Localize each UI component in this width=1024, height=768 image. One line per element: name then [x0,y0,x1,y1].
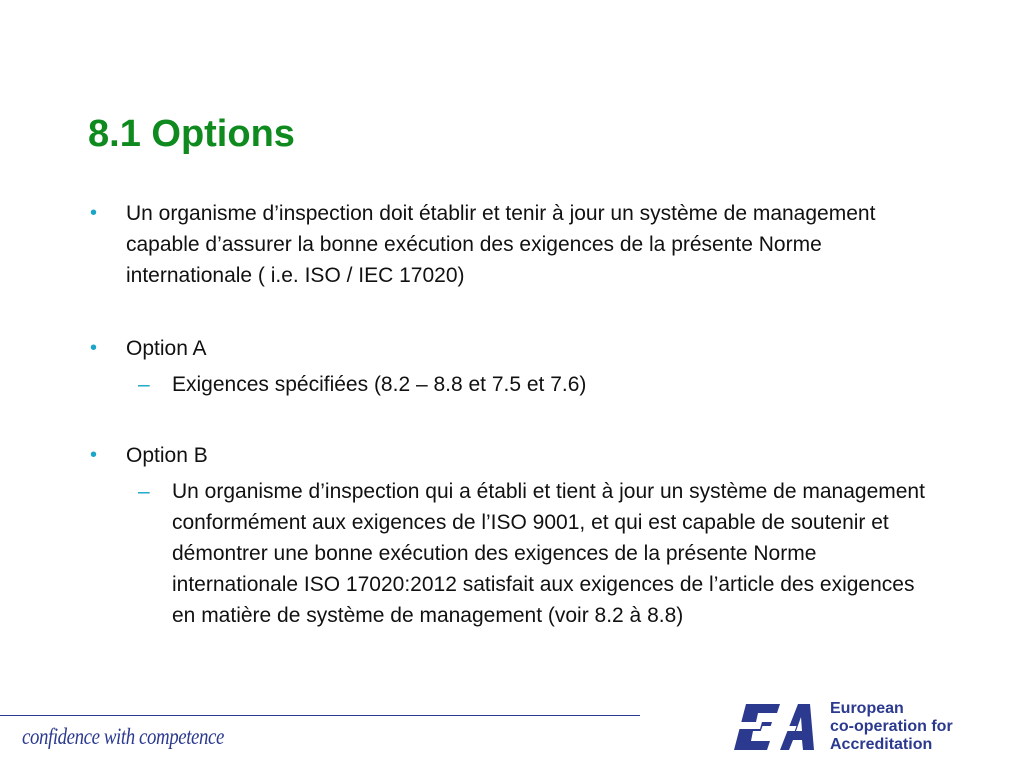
sub-item-option-b [88,476,942,631]
bullet-icon: • [90,337,98,359]
bullet-text: Option A [126,337,207,360]
dash-icon: – [138,480,150,503]
sub-item-option-a [88,369,942,400]
ea-logo-icon [732,700,822,758]
logo-line-cooperation: co-operation for [830,718,953,735]
sub-item-text: Exigences spécifiées (8.2 – 8.8 et 7.5 et 7.6) [172,373,587,396]
sub-item-text: Un organisme d’inspection qui a établi et tient à jour un système de management conformément aux exigences de l’ISO 9001, et qui est capable de soutenir et démontrer une bonne exécution des exigences de la présente Norme internationale ISO 17020:2012 satisfait aux exigences de l’article des exigences en matière de système de management (voir 8.2 à 8.8) [172,480,925,627]
slide-content [88,198,948,631]
bullet-text: Un organisme d’inspection doit établir et tenir à jour un système de management capable d’assurer la bonne exécution des exigences de la présente Norme internationale ( i.e. ISO / IEC 17020) [126,202,876,287]
logo-line-european: European [830,700,904,717]
ea-logo [732,700,972,758]
bullet-item-option-b [88,440,948,471]
logo-line-accreditation: Accreditation [830,736,933,753]
ea-logo-text [830,700,953,754]
bullet-text: Option B [126,444,208,467]
slide-title: 8.1 Options [88,113,295,155]
dash-icon: – [138,373,150,396]
footer-tagline: confidence with competence [22,724,224,749]
bullet-item-intro [88,198,946,291]
bullet-icon: • [90,202,98,224]
bullet-item-option-a [88,333,948,364]
bullet-icon: • [90,444,98,466]
footer-divider [0,715,640,716]
